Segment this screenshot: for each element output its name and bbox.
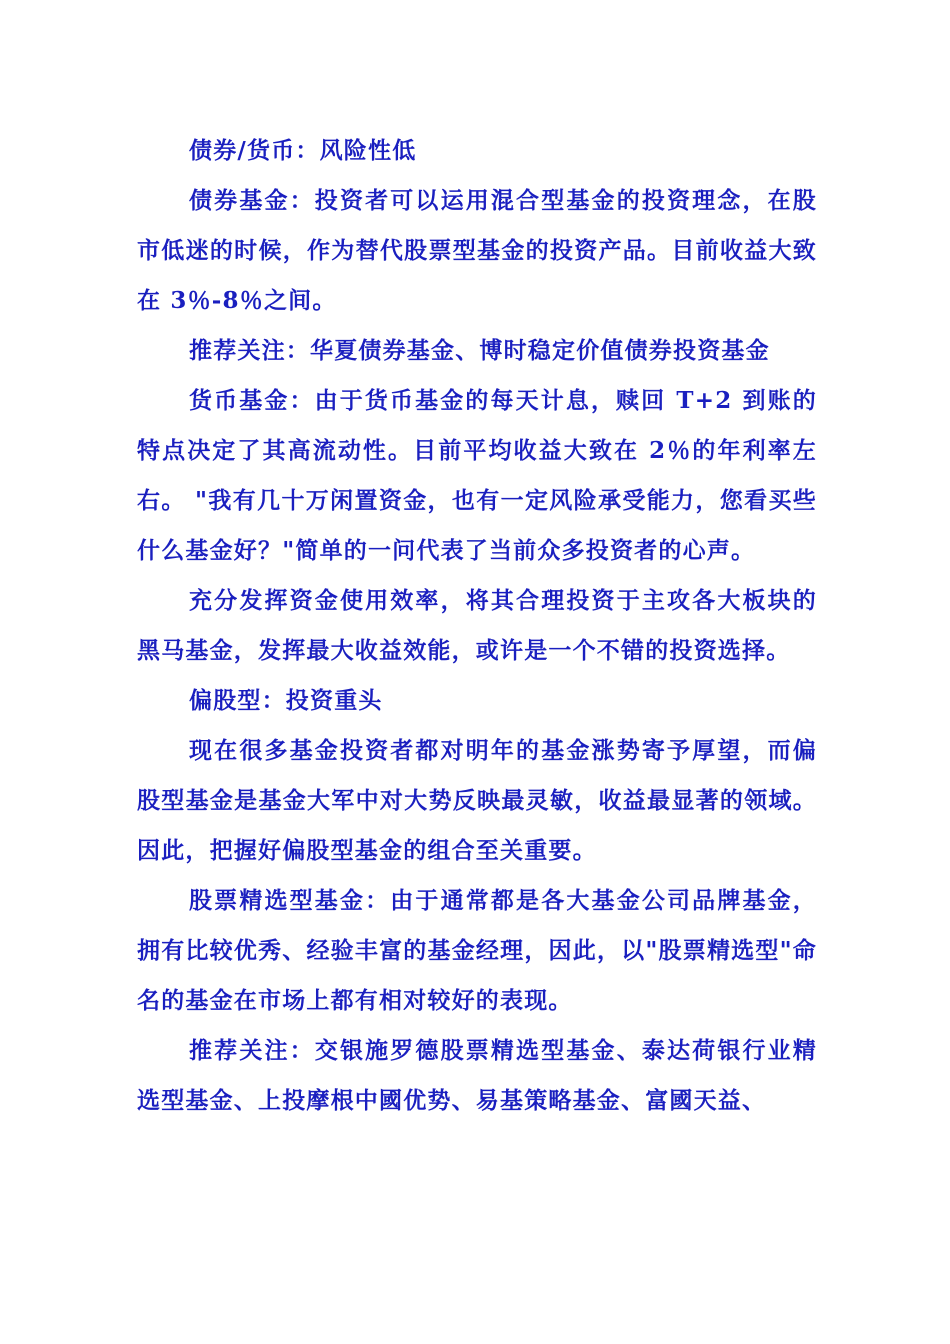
paragraph-stock-recommendation: 推荐关注：交银施罗德股票精选型基金、泰达荷银行业精选型基金、上投摩根中國优势、易基策略基金、富國天益、 <box>137 1037 817 1114</box>
section-heading-equity-biased: 偏股型：投资重头 <box>189 687 383 714</box>
paragraph-fund-efficiency: 充分发挥资金使用效率，将其合理投资于主攻各大板块的黑马基金，发挥最大收益效能，或许是一个不错的投资选择。 <box>137 587 817 664</box>
paragraph-bond-fund: 债券基金：投资者可以运用混合型基金的投资理念，在股市低迷的时候，作为替代股票型基金的投资产品。目前收益大致在 3％-8％之间。 <box>137 187 817 314</box>
paragraph-bond-recommendation: 推荐关注：华夏债券基金、博时稳定价值债券投资基金 <box>189 337 770 364</box>
document-body <box>137 126 817 1126</box>
section-heading-bond-money: 债券/货币：风险性低 <box>189 137 417 164</box>
paragraph-equity-biased-fund: 现在很多基金投资者都对明年的基金涨势寄予厚望，而偏股型基金是基金大军中对大势反映最灵敏，收益最显著的领域。因此，把握好偏股型基金的组合至关重要。 <box>137 737 817 864</box>
paragraph-money-fund: 货币基金：由于货币基金的每天计息，赎回 T+2 到账的特点决定了其高流动性。目前平均收益大致在 2％的年利率左右。 "我有几十万闲置资金，也有一定风险承受能力，您看买些什么基金好？"简单的一问代表了当前众多投资者的心声。 <box>137 387 817 564</box>
paragraph-stock-selection-fund: 股票精选型基金：由于通常都是各大基金公司品牌基金，拥有比较优秀、经验丰富的基金经理，因此，以"股票精选型"命名的基金在市场上都有相对较好的表现。 <box>137 887 817 1014</box>
